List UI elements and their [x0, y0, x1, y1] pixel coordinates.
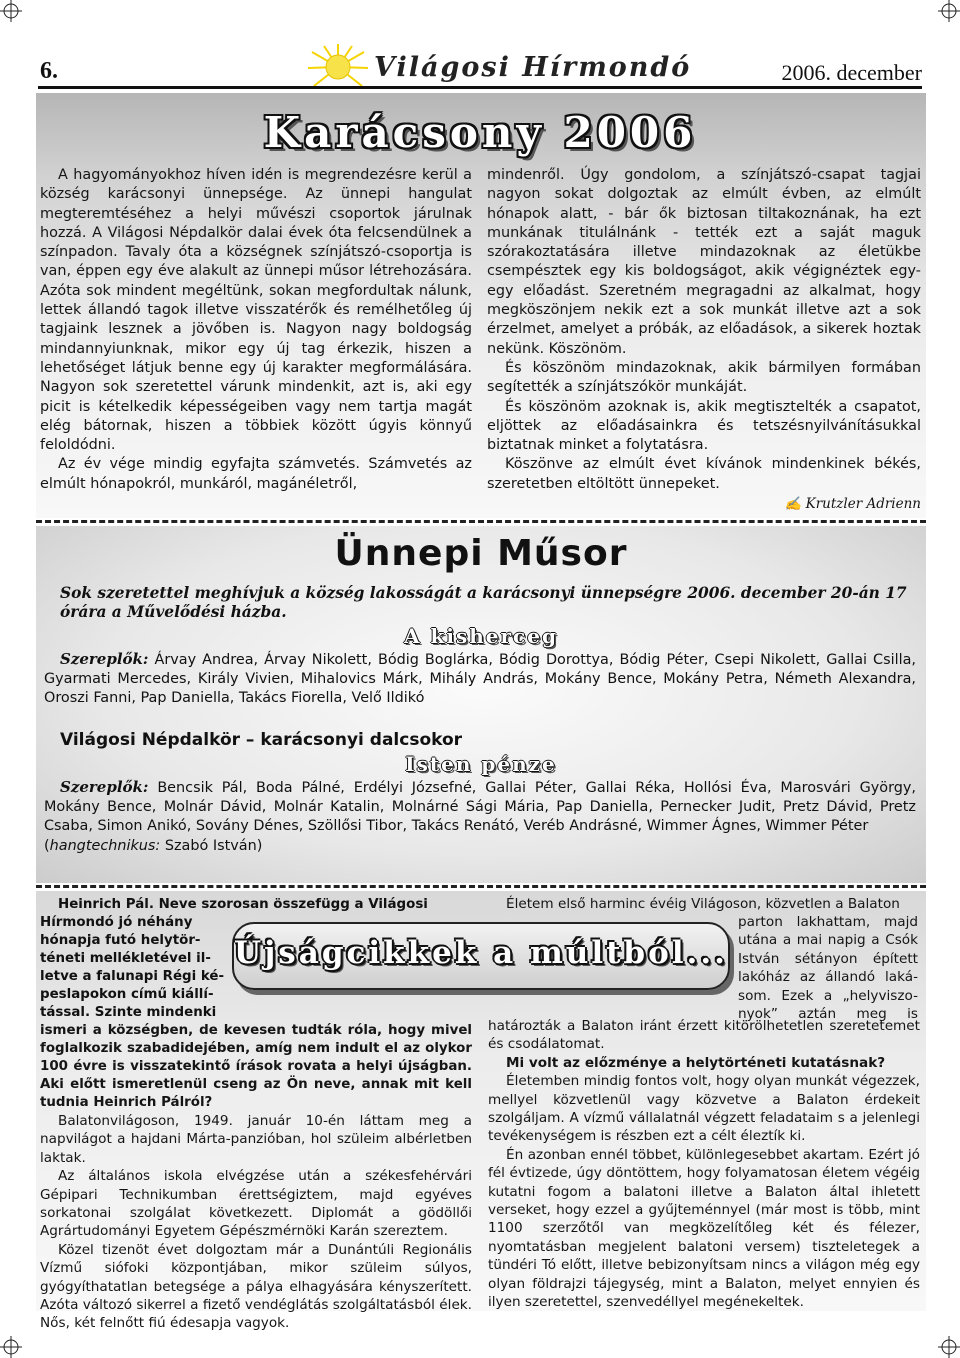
- intro-top: Heinrich Pál. Neve szorosan összefügg a Világosi Hírmondó jó néhány hónapja futó helytör- téneti mellékletével il- letve a falunapi Régi ké- peslapokon című kiállí- tással. Szinte mindenki: [40, 897, 428, 1020]
- archive-title: Újságcikkek a múltból...: [234, 935, 728, 971]
- cast-list: [44, 650, 916, 709]
- interview-right-top: Életem első harminc évéig Világoson, közvetlen a Balaton: [506, 896, 900, 912]
- play-title: A kisherceg: [404, 624, 558, 648]
- invitation-text: Sok szeretettel meghívjuk a község lakosságát a karácsonyi ünnepségre 2006. december 20-án 17 órára a Művelődési házba.: [60, 584, 907, 621]
- interview-right-column: határozták a Balaton iránt érzett kitörölhetetlen szeretetemet és csodálatomat. Mi volt az előzménye a helytörténeti kutatásnak? Életemben mindig fontos volt, hogy olyan munkát végezzek, mellyel közvetlenül vagy közvetve a Balaton érdekeit szolgáljam. A vízmű vállalatnál végzett feladataim s a jelenlegi tevékenységem is részben ezt a célt éleztík ki. Én azonban ennél többet, különlegesebbet akartam. Ezért jó fél évtizede, úgy döntöttem, hogy folyamatosan életem végéig kutatni fogom a balatoni illetve a Balaton által ihletett verseket, hogy ezzel a gyűjteménnyel (már most is több, mint 1100 szerzőtől van megközelítőleg két és félezer, nyomtatásban megjelent balatoni versem) tiszteletegek a tündéri Tó előtt, illetve bebizonyítsam nincs a világon még egy olyan földrajzi tájegység, mint a Balaton, melyet ennyien és ilyen szeretettel, szenvedéllyel megénekeltek.: [488, 1018, 920, 1311]
- paragraph: A hagyományokhoz híven idén is megrendezésre kerül a község karácsonyi ünnepsége. Az ünnepi hangulat megteremtéséhez a helyi művészi csoportok járulnak hozzá. A Világosi Népdalkör dalai évek óta felcsendülnek a színpadon. Tavaly óta a községnek színjátszó-csoportja is van, éppen egy éve alakult az ünnepi műsor létrehozására. Azóta sok mindent megéltünk, sokan megfordultak nálunk, lettek állandó tagok illetve visszatérők és remélhetőleg új tagjaink lesznek a jövőben is. Nagyon nagy boldogság mindannyiunknak, mikor egy új tag érkezik, hiszen a lehetőséget látjuk benne egy új karakter megformálására. Nagyon sok szeretettel várunk mindenkit, azt is, aki egy picit is kételkedik képességeiben vagy nem tartja magát elég bátornak, hiszen a többiek között úgyis könnyű feloldódni.: [40, 167, 472, 454]
- page-number: 6.: [40, 58, 58, 84]
- christmas-title: Karácsony 2006: [263, 108, 697, 157]
- program-section: [36, 526, 926, 883]
- program-title: Ünnepi Műsor: [334, 533, 628, 574]
- play-title: Isten pénze: [405, 752, 557, 776]
- interview-question: Mi volt az előzménye a helytörténeti kutatásnak?: [506, 1054, 886, 1071]
- paragraph: Én azonban ennél többet, különlegesebbet akartam. Ezért jó fél évtizede, úgy döntöttem, hogy folyamatosan életem végéig kutatni fogom a balatoni illetve a Balaton által ihletett verseket, hogy ezzel a gyűjteménnyel (már most is több, mint 1100 szerzőtől van megközelítőleg két és félezer, nyomtatásban megjelent balatoni versem) tiszteletegek a tündéri Tó előtt, illetve bebizonyítsam nincs a világon még egy olyan földrajzi tájegység, mint a Balaton, melyet ennyien és ilyen szeretettel, szenvedéllyel megénekeltek.: [488, 1146, 920, 1311]
- archive-title-box: [232, 922, 730, 990]
- paragraph: Közel tizenöt évet dolgoztam már a Dunántúli Regionális Vízmű siófoki központjában, mikor szüleim súlyos, gyógyíthatatlan betegsége a pálya elhagyására kényszerített. Azóta változó sikerrel a fizető vendéglátás szolgáltatásból élek. Nős, két felnőtt fiú édesapja vagyok.: [40, 1241, 472, 1332]
- header-rule: [38, 86, 922, 89]
- paragraph: Az általános iskola elvégzése után a székesfehérvári Gépipari Technikumban érettségiztem, majd egyéves sorkatonai szolgálat következett. Diplomát a gödöllői Agrártudományi Egyetem Gépészmérnöki Karán szereztem.: [40, 1168, 472, 1240]
- cast-label: Szereplők:: [60, 778, 149, 796]
- newspaper-title: Világosi Hírmondó: [374, 52, 692, 83]
- paragraph: Köszönve az elmúlt évet kívánok mindenkinek békés, szeretetben eltöltött ünnepeket.: [487, 456, 921, 492]
- interview-left-column: ismeri a községben, de kevesen tudták róla, hogy mivel foglalkozik szabadidejében, amíg nem indult el az olykor 100 évre is visszatekintő írások rovata a helyi újságban. Aki előtt ismeretlenül cseng az Ön neve, annak mit kell tudnia Heinrich Pálról? Balatonvilágoson, 1949. január 10-én láttam meg a napvilágot a hajdani Márta-panzióban, hol szüleim albérletben laktak. Az általános iskola elvégzése után a székesfehérvári Gépipari Technikumban érettségiztem, majd egyéves sorkatonai szolgálat következett. Diplomát a gödöllői Agrártudományi Egyetem Gépészmérnöki Karán szereztem. Közel tizenöt évet dolgoztam már a Dunántúli Regionális Vízmű siófoki központjában, mikor szüleim súlyos, gyógyíthatatlan betegsége a pálya elhagyására kényszerített. Azóta változó sikerrel a fizető vendéglátás szolgáltatásból élek. Nős, két felnőtt fiú édesapja vagyok.: [40, 1023, 472, 1332]
- cast-names: Árvay Andrea, Árvay Nikolett, Bódig Boglárka, Bódig Dorottya, Bódig Péter, Csepi Nikolett, Gallai Csilla, Gyarmati Mercedes, Király Vivien, Mihalovics Márk, Mihály András, Mokány Bence, Mokány Petra, Németh Alexandra, Oroszi Fanni, Pap Daniella, Takács Fiorella, Velő Ildikó: [44, 652, 916, 707]
- section-divider: [36, 520, 926, 523]
- section-divider: [36, 885, 926, 888]
- crop-mark-icon: [0, 0, 22, 22]
- interview-right-narrow: parton lakhattam, majd utána a mai napig a Csók István sétányon épített lakóház az állandó laká- som. Ezek a „helyviszo- nyok” aztán meg is: [738, 914, 918, 1023]
- sun-logo-icon: [306, 44, 370, 90]
- cast-names: Bencsik Pál, Boda Pálné, Erdélyi Józsefné, Gallai Péter, Gallai Réka, Hollósi Éva, Marosvári György, Mokány Bence, Molnár Dávid, Molnár Katalin, Molnárné Sági Mária, Pap Daniella, Pernecker Judit, Pretz Dávid, Pretz Csaba, Simon Anikó, Sovány Dénes, Szöllősi Tibor, Takács Renátó, Veréb Andrásné, Wimmer Ágnes, Wimmer Péter: [44, 780, 916, 835]
- page-header: [38, 44, 922, 90]
- author-signature: ✍ Krutzler Adrienn: [784, 496, 921, 513]
- paragraph: Az év vége mindig egyfajta számvetés. Számvetés az elmúlt hónapokról, munkáról, magánéletről,: [40, 456, 472, 492]
- christmas-right-column: [487, 166, 921, 514]
- crop-mark-icon: [0, 1336, 22, 1358]
- paragraph: És köszönöm azoknak is, akik megtisztelték a csapatot, eljöttek az előadásainkra és tetszésnyilvánításukkal biztatnak minket a folytatásra.: [487, 398, 921, 454]
- cast-list: [44, 778, 916, 856]
- tech-credit: (hangtechnikus: Szabó István): [44, 837, 263, 854]
- crop-mark-icon: [938, 1336, 960, 1358]
- paragraph: És köszönöm mindazoknak, akik bármilyen formában segítették a színjátszókör munkáját.: [487, 359, 921, 396]
- christmas-left-column: [40, 166, 472, 494]
- crop-mark-icon: [938, 0, 960, 22]
- paragraph: mindenről. Úgy gondolom, a színjátszó-csapat tagjai nagyon sokat dolgoztak az elmúlt évben, az elmúlt hónapok alatt, - bár ők biztosan tiltakoznának, ha ezt munkának titulálnánk - tették ezt a saját maguk szórakoztatására illetve mindazoknak az életükbe csempésztek egy kis boldogságot, akik végignéztek egy-egy előadást. Szeretném megragadni az alkalmat, hogy megköszönjem nekik ezt a sok munkát illetve azt a sok érzelmet, amelyet a próbák, az előadások, a sikerek hoztak nekünk. Köszönöm.: [487, 167, 921, 357]
- choir-line: Világosi Népdalkör – karácsonyi dalcsokor: [60, 730, 463, 750]
- paragraph: Balatonvilágoson, 1949. január 10-én láttam meg a napvilágot a hajdani Márta-panzióban, hol szüleim albérletben laktak.: [40, 1113, 472, 1166]
- cast-label: Szereplők:: [60, 650, 149, 668]
- issue-date: 2006. december: [781, 60, 922, 85]
- paragraph: Életemben mindig fontos volt, hogy olyan munkát végezzek, mellyel közvetlenül vagy közvetve a Balaton érdekeit szolgáljam. A vízmű vállalatnál végzett feladataim s a jelenlegi tevékenységem is részben ezt a célt éleztík ki.: [488, 1073, 920, 1145]
